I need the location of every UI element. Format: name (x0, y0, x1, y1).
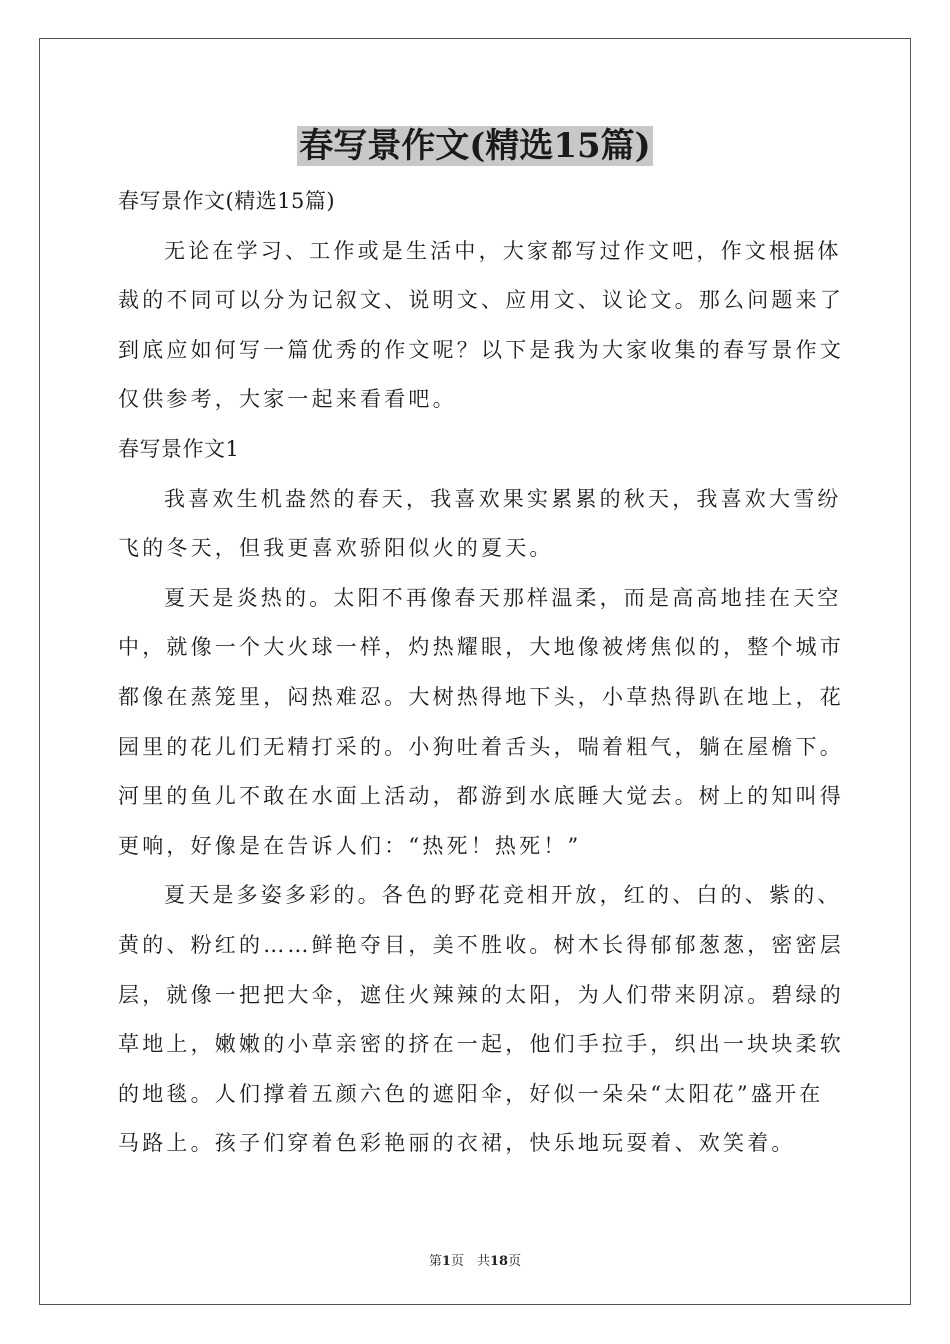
document-title: 春写景作文(精选15篇) (299, 126, 651, 166)
paragraph-line: 的地毯。人们撑着五颜六色的遮阳伞，好似一朵朵“太阳花”盛开在 (118, 1081, 824, 1106)
paragraph-line: 马路上。孩子们穿着色彩艳丽的衣裙，快乐地玩耍着、欢笑着。 (118, 1131, 796, 1156)
paragraph-line: 黄的、粉红的……鲜艳夺目，美不胜收。树木长得郁郁葱葱，密密层 (118, 932, 844, 957)
intro-paragraph (118, 227, 844, 425)
paragraph-line: 仅供参考，大家一起来看看吧。 (118, 387, 457, 412)
footer-mid: 页 共 (450, 1254, 490, 1269)
paragraph-line: 都像在蒸笼里，闷热难忍。大树热得地下头，小草热得趴在地上，花 (118, 684, 844, 709)
paragraph-line: 飞的冬天，但我更喜欢骄阳似火的夏天。 (118, 536, 554, 561)
paragraph-line: 更响，好像是在告诉人们：“热死！热死！” (118, 833, 582, 858)
page-footer (0, 1250, 950, 1269)
paragraph-line: 裁的不同可以分为记叙文、说明文、应用文、议论文。那么问题来了 (118, 288, 844, 313)
footer-total-pages: 18 (489, 1254, 509, 1269)
paragraph-2 (118, 574, 844, 872)
title-block (0, 126, 950, 166)
section-heading: 春写景作文1 (118, 436, 240, 461)
footer-page-number: 1 (441, 1254, 451, 1269)
paragraph-line: 夏天是多姿多彩的。各色的野花竞相开放，红的、白的、紫的、 (164, 883, 842, 908)
paragraph-line: 园里的花儿们无精打采的。小狗吐着舌头，喘着粗气，躺在屋檐下。 (118, 734, 844, 759)
document-body (118, 177, 844, 1169)
paragraph-line: 河里的鱼儿不敢在水面上活动，都游到水底睡大觉去。树上的知叫得 (118, 784, 844, 809)
paragraph-line: 层，就像一把把大伞，遮住火辣辣的太阳，为人们带来阴凉。碧绿的 (118, 982, 844, 1007)
footer-prefix: 第 (428, 1254, 442, 1269)
paragraph-line: 到底应如何写一篇优秀的作文呢？以下是我为大家收集的春写景作文 (118, 337, 844, 362)
paragraph-line: 夏天是炎热的。太阳不再像春天那样温柔，而是高高地挂在天空 (164, 585, 842, 610)
paragraph-line: 无论在学习、工作或是生活中，大家都写过作文吧，作文根据体 (164, 238, 842, 263)
paragraph-1 (118, 475, 842, 574)
paragraph-3 (118, 871, 844, 1169)
paragraph-line: 我喜欢生机盎然的春天，我喜欢果实累累的秋天，我喜欢大雪纷 (164, 486, 842, 511)
subtitle: 春写景作文(精选15篇) (118, 189, 336, 213)
paragraph-line: 中，就像一个大火球一样，灼热耀眼，大地像被烤焦似的，整个城市 (118, 635, 844, 660)
footer-suffix: 页 (508, 1254, 522, 1269)
paragraph-line: 草地上，嫩嫩的小草亲密的挤在一起，他们手拉手，织出一块块柔软 (118, 1032, 844, 1057)
